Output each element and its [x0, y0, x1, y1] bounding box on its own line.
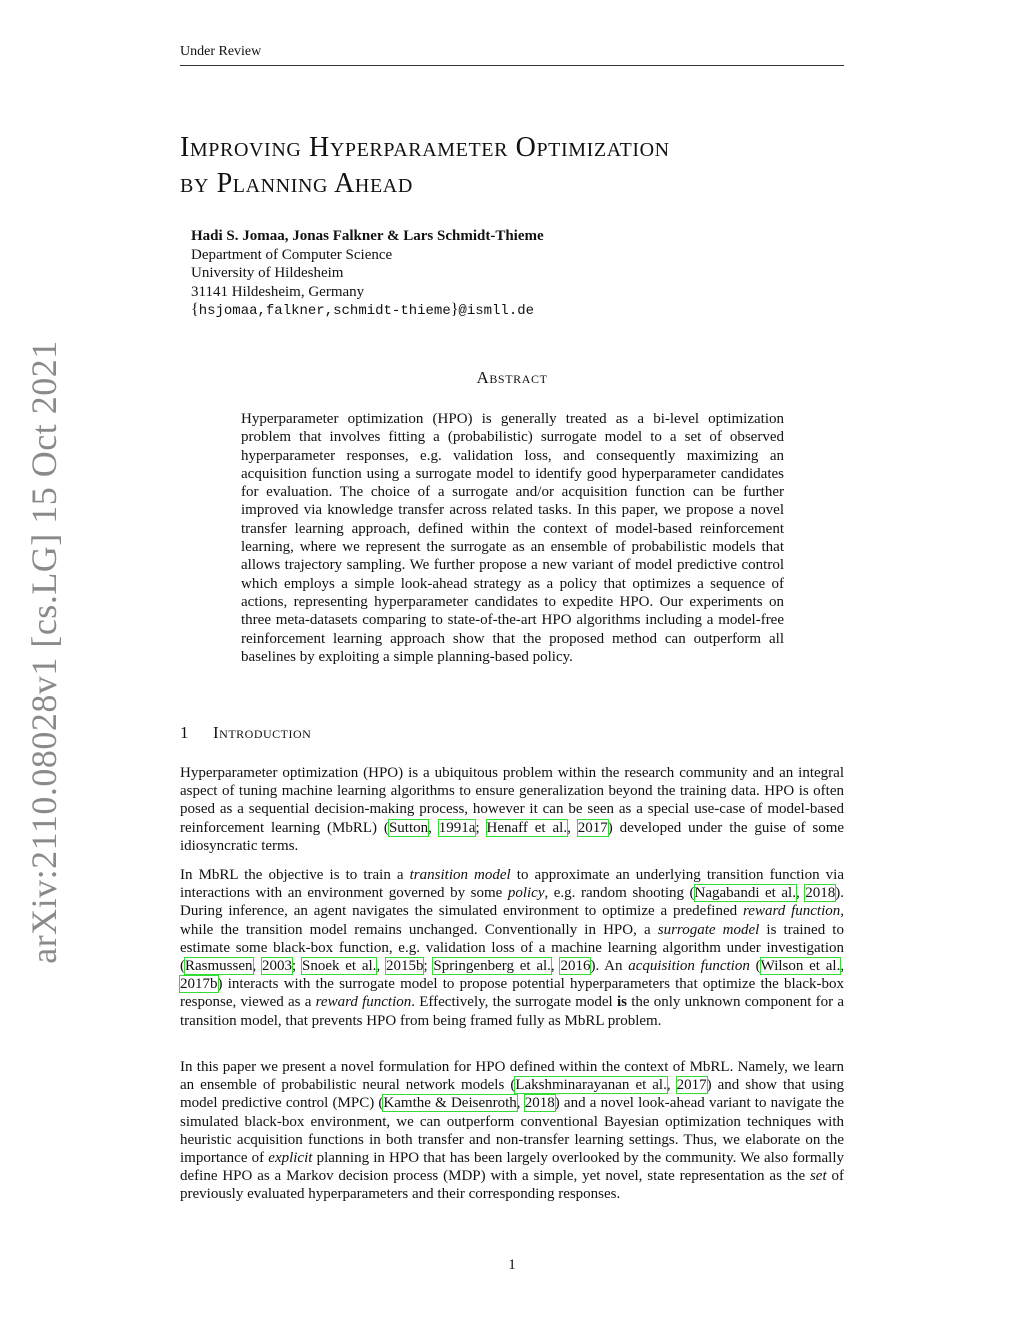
author-email[interactable]	[191, 301, 544, 321]
emphasis: explicit	[268, 1150, 313, 1167]
text-run: ,	[376, 958, 386, 975]
citation-link[interactable]: Kamthe & Deisenroth	[383, 1095, 517, 1112]
section-heading	[180, 723, 311, 743]
header-rule	[180, 65, 844, 66]
section-title: Introduction	[213, 723, 312, 742]
citation-link[interactable]: Sutton	[388, 819, 429, 836]
citation-link[interactable]: 2018	[805, 885, 836, 902]
citation-link[interactable]: 1991a	[438, 819, 476, 836]
email-domain: @ismll.de	[458, 303, 535, 319]
text-run: ,	[666, 1077, 677, 1094]
citation-link[interactable]: 2003	[262, 958, 293, 975]
emphasis: set	[809, 1168, 827, 1185]
text-run: the only unknown component for a transition model, that prevents HPO from being framed fully as MbRL problem.	[180, 994, 844, 1029]
text-run: Hyperparameter optimization (HPO) is a ubiquitous problem within the research community and an integral aspect of tuning machine learning algorithms to ensure generalization beyond the training data. HPO is often posed as a sequential decision-making process, however it can be seen as a special use-case of model-based reinforcement learning (MbRL) (	[180, 765, 844, 836]
text-run: to approximate an underlying transition function via interactions with an environment governed by some	[180, 867, 844, 902]
text-run: ) and show that using model predictive control (MPC) (	[180, 1077, 844, 1112]
text-run: ,	[428, 819, 439, 836]
text-run: ). During inference, an agent navigates the simulated environment to optimize a predefined	[180, 885, 845, 920]
text-run: ,	[840, 958, 845, 975]
abstract-heading: Abstract	[476, 368, 548, 387]
intro-paragraph-3	[180, 1058, 844, 1204]
text-run: ,	[252, 958, 263, 975]
author-university: University of Hildesheim	[191, 265, 344, 281]
text-run: ;	[423, 958, 434, 975]
title-line-1: Improving Hyperparameter Optimization	[180, 132, 670, 163]
running-head: Under Review	[180, 44, 262, 59]
text-run: . Effectively, the surrogate model	[411, 994, 617, 1011]
emphasis: policy	[507, 885, 545, 902]
text-run: ) interacts with the surrogate model to propose potential hyperparameters that optimize the black-box response, viewed as a	[180, 976, 844, 1011]
emphasis: reward function	[743, 903, 841, 920]
page-number: 1	[508, 1257, 516, 1273]
text-run: ). An	[590, 958, 629, 975]
email-close-brace: }	[450, 301, 459, 318]
text-run: ,	[567, 819, 578, 836]
citation-link[interactable]: Henaff et al.	[486, 819, 568, 836]
author-names: Hadi S. Jomaa, Jonas Falkner & Lars Schmidt-Thieme	[191, 228, 544, 244]
bold-text: is	[616, 994, 627, 1011]
text-run: , while the transition model remains unchanged. Conventionally in HPO, a	[180, 903, 844, 938]
citation-link[interactable]: Nagabandi et al.	[694, 885, 796, 902]
citation-link[interactable]: 2017	[577, 819, 608, 836]
citation-link[interactable]: 2015b	[385, 958, 424, 975]
author-department: Department of Computer Science	[191, 246, 393, 263]
text-run: ;	[292, 958, 302, 975]
author-address: 31141 Hildesheim, Germany	[191, 283, 365, 300]
emphasis: transition model	[409, 867, 511, 883]
citation-link[interactable]: 2017b	[180, 976, 218, 993]
intro-paragraph-1	[180, 764, 844, 855]
emphasis: reward function	[315, 994, 412, 1011]
text-run: In this paper we present a novel formulation for HPO defined within the context of MbRL. Namely, we learn an ensemble of probabilistic neural network models (	[180, 1059, 844, 1094]
citation-link[interactable]: Wilson et al.	[760, 958, 841, 975]
text-run: is trained to estimate some black-box function, e.g. validation loss of a machine learning algorithm under investigation (	[180, 921, 844, 975]
email-open-brace: {	[191, 301, 199, 318]
text-run: , e.g. random shooting (	[544, 885, 695, 902]
text-run: (	[749, 958, 761, 975]
abstract-text: Hyperparameter optimization (HPO) is generally treated as a bi-level optimization problem that involves fitting a (probabilistic) surrogate model to a set of observed hyperparameter responses, e.g. validation loss, and consequently maximizing an acquisition function using a surrogate model to identify good hyperparameter candidates for evaluation. The choice of a surrogate and/or acquisition function can be further improved via knowledge transfer across related tasks. In this paper, we propose a novel transfer learning approach, defined within the context of model-based reinforcement learning, where we represent the surrogate as an ensemble of probabilistic models that allows trajectory sampling. We further propose a new variant of model predictive control which employs a simple look-ahead strategy as a policy that optimizes a sequence of actions, representing hyperparameter candidates to expedite HPO. Our experiments on three meta-datasets comparing to state-of-the-art HPO algorithms including a model-free reinforcement learning approach show that the proposed method can outperform all baselines by exploiting a simple planning-based policy.	[241, 411, 784, 665]
citation-link[interactable]: Lakshminarayanan et al.	[515, 1077, 667, 1094]
section-number: 1	[180, 723, 189, 742]
text-run: ,	[550, 958, 561, 975]
email-users: hsjomaa,falkner,schmidt-thieme	[198, 303, 451, 319]
citation-link[interactable]: 2018	[524, 1095, 555, 1112]
paper-title	[180, 130, 844, 202]
citation-link[interactable]: Snoek et al.	[301, 958, 377, 975]
text-run: ,	[795, 885, 806, 902]
arxiv-identifier[interactable]: arXiv:2110.08028v1 [cs.LG] 15 Oct 2021	[24, 340, 64, 964]
citation-link[interactable]: 2016	[560, 958, 591, 975]
citation-link[interactable]: 2017	[676, 1077, 707, 1094]
text-run: ,	[516, 1095, 525, 1112]
text-run: In MbRL the objective is to train a	[180, 867, 410, 883]
text-run: of previously evaluated hyperparameters and their corresponding responses.	[180, 1168, 844, 1203]
text-run: ) and a novel look-ahead variant to navigate the simulated black-box environment, we can outperform conventional Bayesian optimization techniques with heuristic acquisition functions in both transfer and non-transfer learning settings. Thus, we elaborate on the importance of	[180, 1095, 845, 1167]
emphasis: surrogate model	[657, 921, 760, 938]
author-block	[191, 227, 544, 321]
intro-paragraph-2	[180, 866, 844, 1030]
citation-link[interactable]: Rasmussen	[185, 958, 253, 975]
title-line-2: by Planning Ahead	[180, 168, 413, 199]
text-run: ;	[475, 819, 487, 836]
text-run: planning in HPO that has been largely overlooked by the community. We also formally define HPO as a Markov decision process (MDP) with a simple, yet novel, state representation as the	[180, 1150, 844, 1185]
citation-link[interactable]: Springenberg et al.	[433, 958, 551, 975]
text-run: ) developed under the guise of some idiosyncratic terms.	[180, 819, 845, 854]
emphasis: acquisition function	[628, 958, 750, 975]
